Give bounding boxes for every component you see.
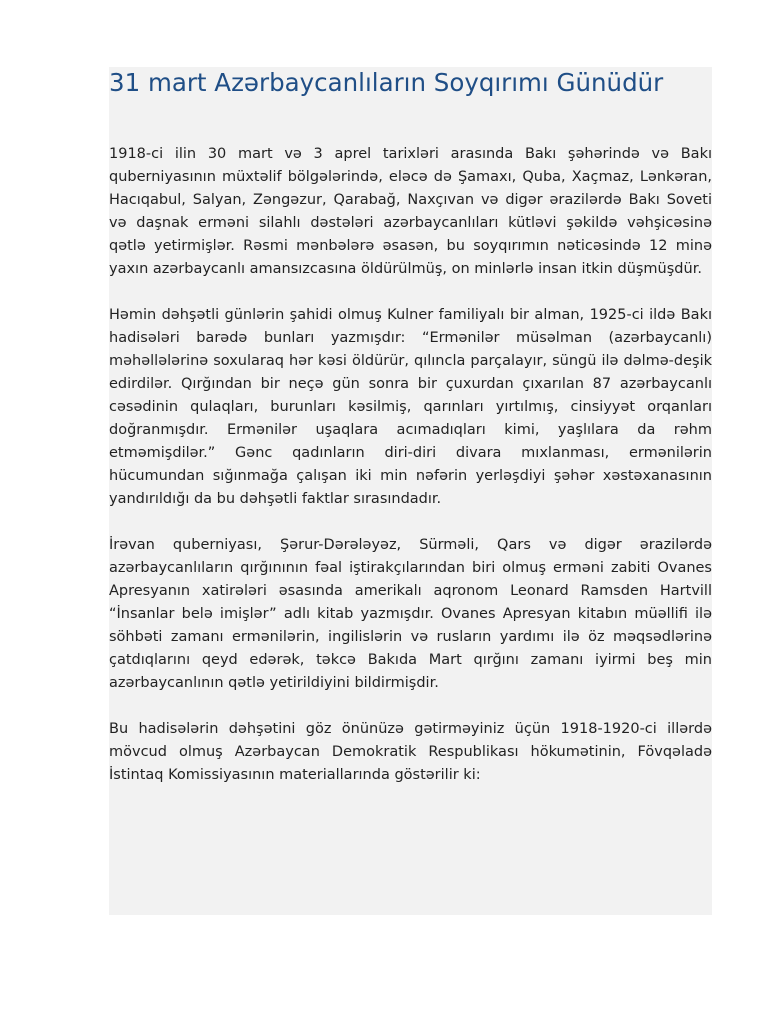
document-title: 31 mart Azərbaycanlıların Soyqırımı Günüdür xyxy=(109,68,664,97)
paragraph-1: 1918-ci ilin 30 mart və 3 aprel tarixləri arasında Bakı şəhərində və Bakı quberniyasının müxtəlif bölgələrində, eləcə də Şamaxı, Quba, Xaçmaz, Lənkəran, Hacıqabul, Salyan, Zəngəzur, Qarabağ, Naxçıvan və digər ərazilərdə Bakı Soveti və daşnak erməni silahlı dəstələri azərbaycanlıları kütləvi şəkildə vəhşicəsinə qətlə yetirmişlər. Rəsmi mənbələrə əsasən, bu soyqırımın nəticəsində 12 minə yaxın azərbaycanlı amansızcasına öldürülmüş, on minlərlə insan itkin düşmüşdür. xyxy=(109,146,712,277)
paragraph-3: İrəvan quberniyası, Şərur-Dərələyəz, Sürməli, Qars və digər ərazilərdə azərbaycanlıların qırğınının fəal iştirakçılarından biri olmuş erməni zabiti Ovanes Apresyanın xatirələri əsasında amerikalı aqronom Leonard Ramsden Hartvill “İnsanlar belə imişlər” adlı kitab yazmışdır. Ovanes Apresyan kitabın müəllifi ilə söhbəti zamanı ermənilərin, ingilislərin və rusların yardımı ilə öz məqsədlərinə çatdıqlarını qeyd edərək, təkcə Bakıda Mart qırğını zamanı iyirmi beş min azərbaycanlının qətlə yetirildiyini bildirmişdir. xyxy=(109,537,712,691)
paragraph-4: Bu hadisələrin dəhşətini göz önünüzə gətirməyiniz üçün 1918-1920-ci illərdə mövcud olmuş Azərbaycan Demokratik Respublikası hökumətinin, Fövqəladə İstintaq Komissiyasının materiallarında göstərilir ki: xyxy=(109,721,712,783)
document-body xyxy=(109,143,712,810)
paragraph-2: Həmin dəhşətli günlərin şahidi olmuş Kulner familiyalı bir alman, 1925-ci ildə Bakı hadisələri barədə bunları yazmışdır: “Ermənilər müsəlman (azərbaycanlı) məhəllələrinə soxularaq hər kəsi öldürür, qılıncla parçalayır, süngü ilə dəlmə-deşik edirdilər. Qırğından bir neçə gün sonra bir çuxurdan çıxarılan 87 azərbaycanlı cəsədinin qulaqları, burunları kəsilmiş, qarınları yırtılmış, cinsiyyət orqanları doğranmışdır. Ermənilər uşaqlara acımadıqları kimi, yaşlılara da rəhm etməmişdilər.” Gənc qadınların diri-diri divara mıxlanması, ermənilərin hücumundan sığınmağa çalışan iki min nəfərin yerləşdiyi şəhər xəstəxanasının yandırıldığı da bu dəhşətli faktlar sırasındadır. xyxy=(109,307,712,507)
